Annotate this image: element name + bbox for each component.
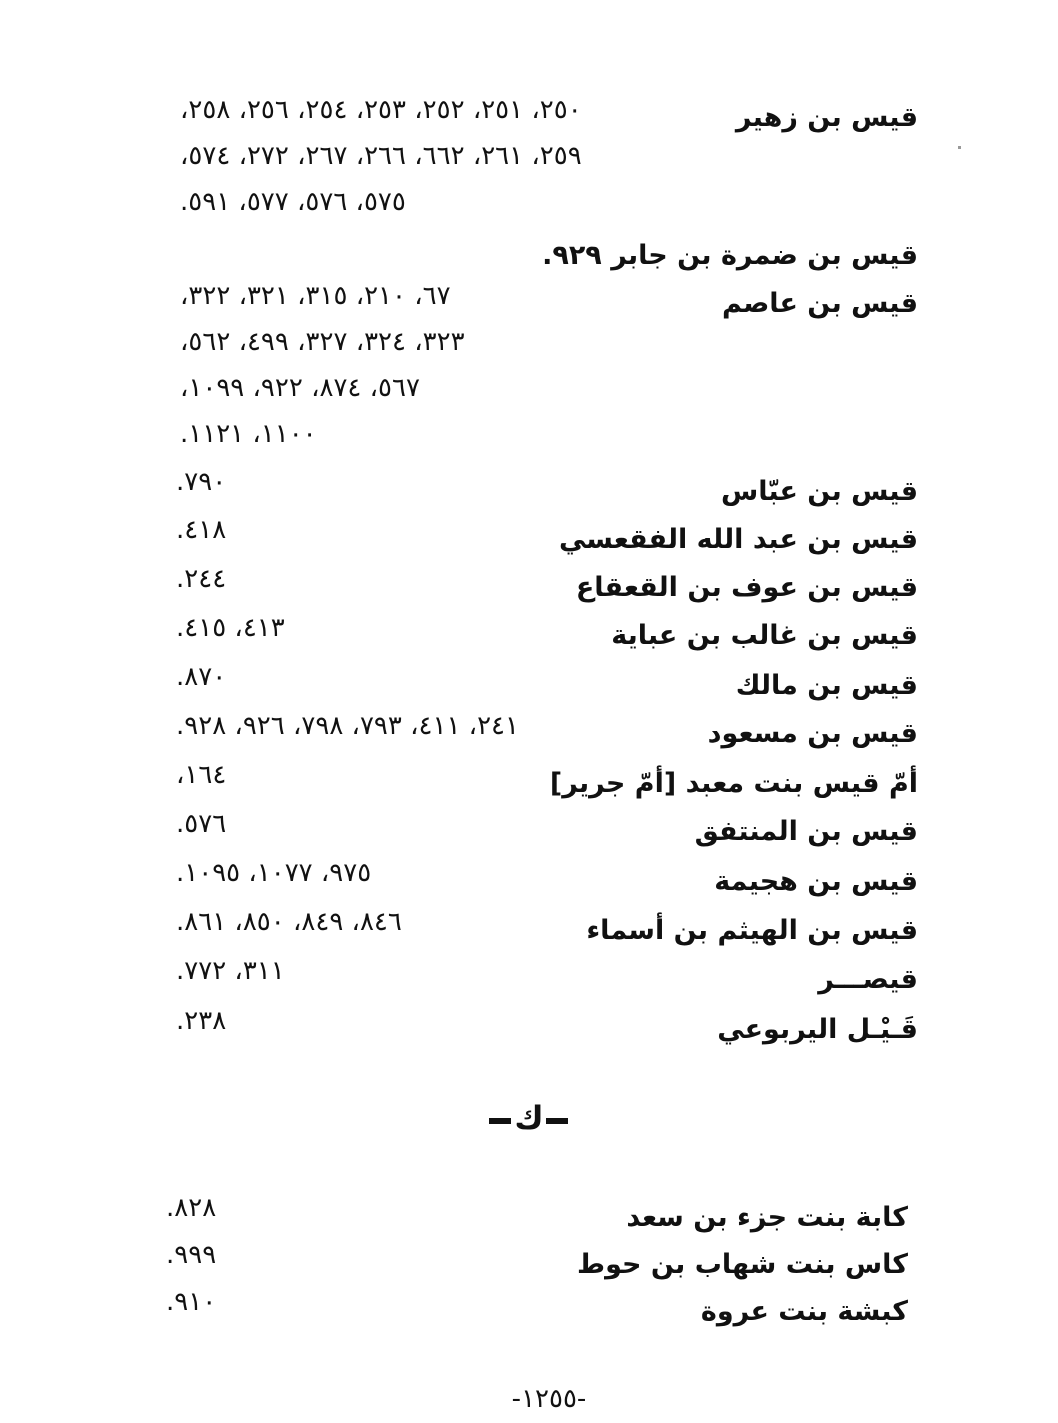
index-entry-name: قيس بن هجيمة: [714, 866, 918, 897]
index-entry-pages: ٥٧٦.: [176, 809, 227, 839]
index-entry-pages: ٩٩٩.: [166, 1240, 217, 1270]
section-heading-bar: [489, 1118, 511, 1124]
index-entry-name: قيس بن عبد الله الفقعسي: [558, 524, 918, 555]
section-heading-bar: [546, 1118, 568, 1124]
index-entry-name: قيس بن مالك: [735, 670, 918, 701]
index-entry-pages: ٤١٣، ٤١٥.: [176, 613, 285, 643]
index-entry-name: قيس بن زهير: [735, 102, 918, 133]
index-entry-pages: ٨٧٠.: [176, 662, 227, 692]
index-entry-pages: ٩٧٥، ١٠٧٧، ١٠٩٥.: [176, 858, 372, 888]
section-heading-letter: ك: [514, 1099, 544, 1137]
index-entry-pages: ٥٧٥، ٥٧٦، ٥٧٧، ٥٩١.: [180, 187, 406, 217]
index-entry-name: قَـيْـل اليربوعي: [717, 1014, 918, 1045]
index-entry-pages: ٢٥٩، ٢٦١، ٦٦٢، ٢٦٦، ٢٦٧، ٢٧٢، ٥٧٤،: [180, 141, 582, 171]
index-entry-name: قيس بن عاصم: [722, 288, 918, 319]
index-entry-name: قيصـــر: [818, 964, 918, 995]
index-entry-name: قيس بن غالب بن عباية: [611, 620, 918, 651]
index-entry-pages: ٢٥٠، ٢٥١، ٢٥٢، ٢٥٣، ٢٥٤، ٢٥٦، ٢٥٨،: [180, 95, 582, 125]
index-entry-name: قيس بن الهيثم بن أسماء: [586, 915, 918, 946]
index-entry-pages: ٣١١، ٧٧٢.: [176, 956, 285, 986]
index-entry-pages: ٧٩٠.: [176, 467, 227, 497]
index-entry-pages: ٥٦٧، ٨٧٤، ٩٢٢، ١٠٩٩،: [180, 373, 420, 403]
index-entry-pages: ٦٧، ٢١٠، ٣١٥، ٣٢١، ٣٢٢،: [180, 281, 451, 311]
index-entry-pages: ٢٤١، ٤١١، ٧٩٣، ٧٩٨، ٩٢٦، ٩٢٨.: [176, 711, 519, 741]
index-entry-pages: ٣٢٣، ٣٢٤، ٣٢٧، ٤٩٩، ٥٦٢،: [180, 327, 465, 357]
index-entry-name: كاس بنت شهاب بن حوط: [577, 1249, 908, 1280]
index-entry-name: كابة بنت جزء بن سعد: [626, 1202, 908, 1233]
index-entry-pages: ٢٤٤.: [176, 564, 227, 594]
index-entry-name: قيس بن عوف بن القعقاع: [575, 572, 918, 603]
index-entry-pages: ٨٤٦، ٨٤٩، ٨٥٠، ٨٦١.: [176, 907, 402, 937]
page-number: -١٢٥٥-: [511, 1384, 587, 1414]
index-entry-name: كبشة بنت عروة: [700, 1296, 908, 1327]
index-entry-pages: ١٦٤،: [176, 760, 227, 790]
index-entry-name: قيس بن ضمرة بن جابر ٩٢٩.: [542, 240, 918, 271]
section-heading-kaf: [489, 1098, 579, 1138]
index-entry-pages: ٤١٨.: [176, 515, 227, 545]
index-entry-name: قيس بن المنتفق: [694, 816, 918, 847]
index-entry-pages: ١١٠٠، ١١٢١.: [180, 419, 317, 449]
index-entry-pages: ٢٣٨.: [176, 1006, 227, 1036]
index-entry-name: قيس بن عبّاس: [721, 476, 918, 507]
index-entry-name: أمّ قيس بنت معبد [أمّ جرير]: [549, 768, 918, 799]
index-entry-pages: ٩١٠.: [166, 1287, 217, 1317]
scan-speck: [958, 146, 961, 149]
index-entry-name: قيس بن مسعود: [707, 718, 918, 749]
index-entry-pages: ٨٢٨.: [166, 1193, 217, 1223]
